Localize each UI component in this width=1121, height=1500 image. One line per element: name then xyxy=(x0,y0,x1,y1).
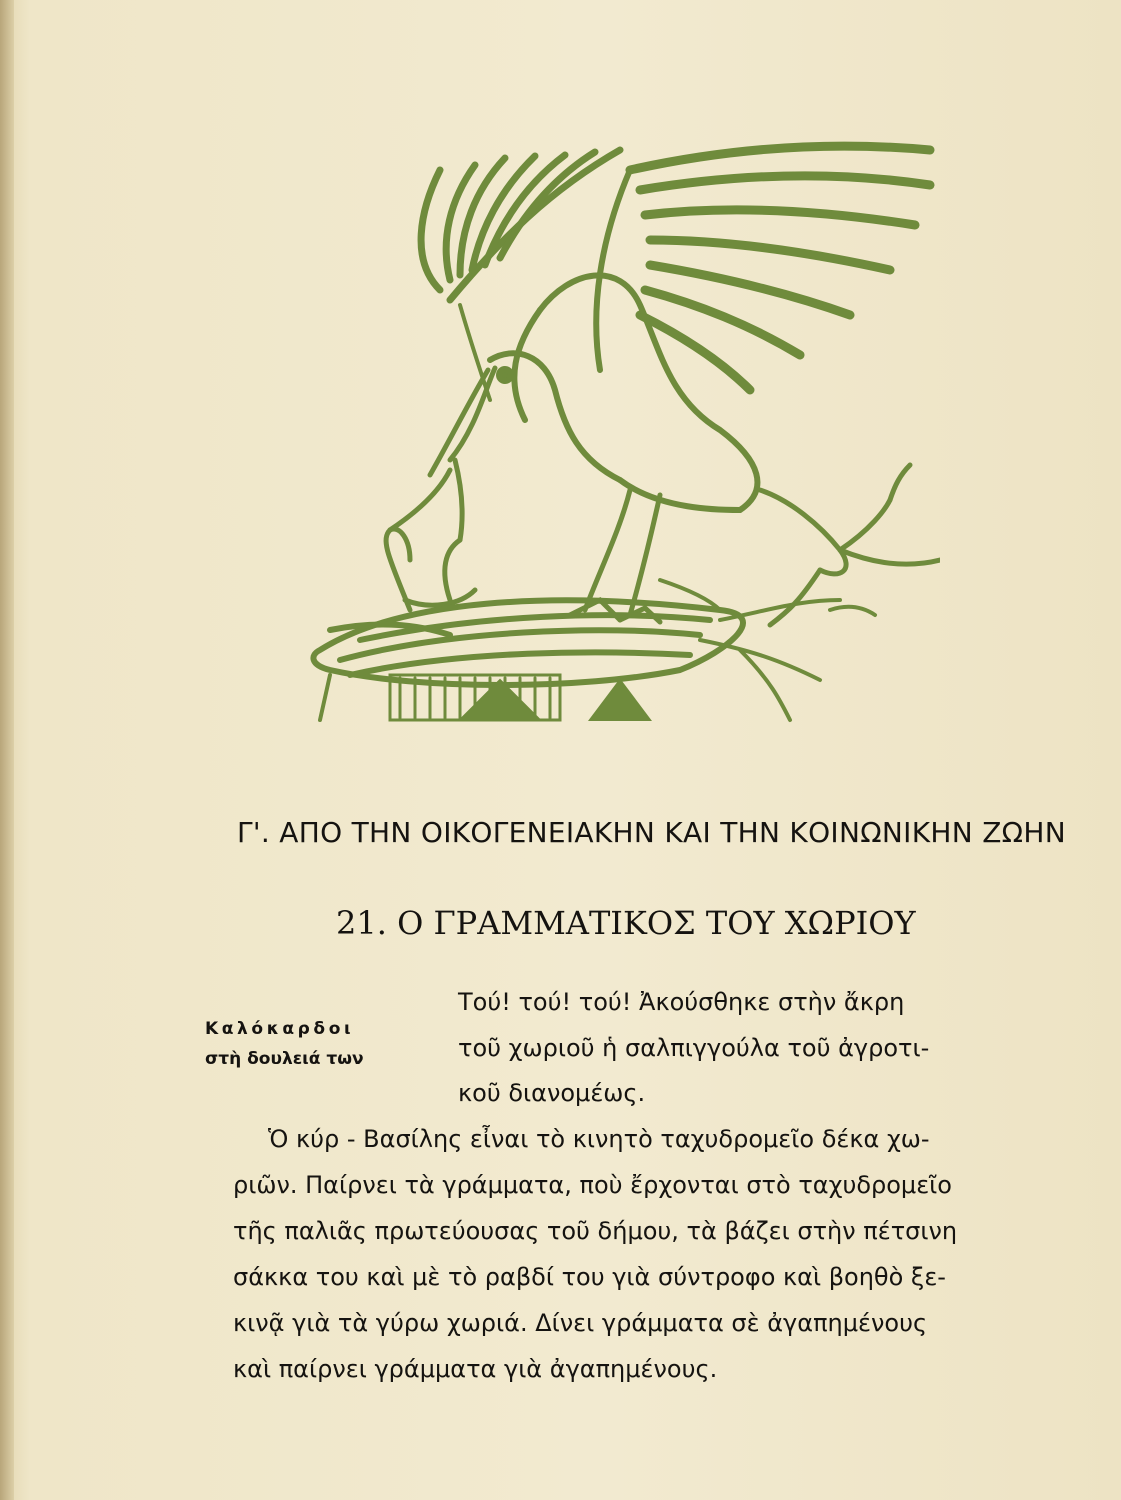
chapter-title: 21. Ο ΓΡΑΜΜΑΤΙΚΟΣ ΤΟΥ ΧΩΡΙΟΥ xyxy=(336,904,916,942)
stork-nest-illustration xyxy=(300,130,940,730)
paragraph2-line: σάκκα του καὶ μὲ τὸ ραβδί του γιὰ σύντροφο καὶ βοηθὸ ξε- xyxy=(233,1263,946,1291)
section-heading: Γ'. ΑΠΟ ΤΗΝ ΟΙΚΟΓΕΝΕΙΑΚΗΝ ΚΑΙ ΤΗΝ ΚΟΙΝΩΝΙΚΗΝ ΖΩΗΝ xyxy=(237,816,1066,849)
stork-right-wing xyxy=(596,146,930,390)
paragraph2-line: Ὁ κύρ - Βασίλης εἶναι τὸ κινητὸ ταχυδρομεῖο δέκα χω- xyxy=(268,1125,930,1153)
paragraph2-line: τῆς παλιᾶς πρωτεύουσας τοῦ δήμου, τὰ βάζει στὴν πέτσινη xyxy=(233,1217,958,1245)
paragraph1-line: κοῦ διανομέως. xyxy=(458,1079,646,1107)
flying-stork xyxy=(760,465,940,625)
nest-base-arch-right xyxy=(590,680,650,720)
paragraph2-line: ριῶν. Παίρνει τὰ γράμματα, ποὺ ἔρχονται στὸ ταχυδρομεῖο xyxy=(233,1171,952,1199)
margin-note xyxy=(205,1014,445,1074)
margin-note-line: στὴ δουλειά των xyxy=(205,1049,364,1069)
paragraph2-line: καὶ παίρνει γράμματα γιὰ ἀγαπημένους. xyxy=(233,1355,718,1383)
paragraph2-line: κινᾷ γιὰ τὰ γύρω χωριά. Δίνει γράμματα σὲ ἀγαπημένους xyxy=(233,1309,928,1337)
stork-chicks xyxy=(386,460,475,610)
paragraph1-line: τοῦ χωριοῦ ἡ σαλπιγγούλα τοῦ ἀγροτι- xyxy=(458,1034,930,1062)
margin-note-line: Καλόκαρδοι xyxy=(205,1019,355,1039)
paragraph1-line: Τού! τού! τού! Ἀκούσθηκε στὴν ἄκρη xyxy=(458,988,905,1016)
nest xyxy=(313,600,743,685)
book-spine-shadow xyxy=(0,0,14,1500)
